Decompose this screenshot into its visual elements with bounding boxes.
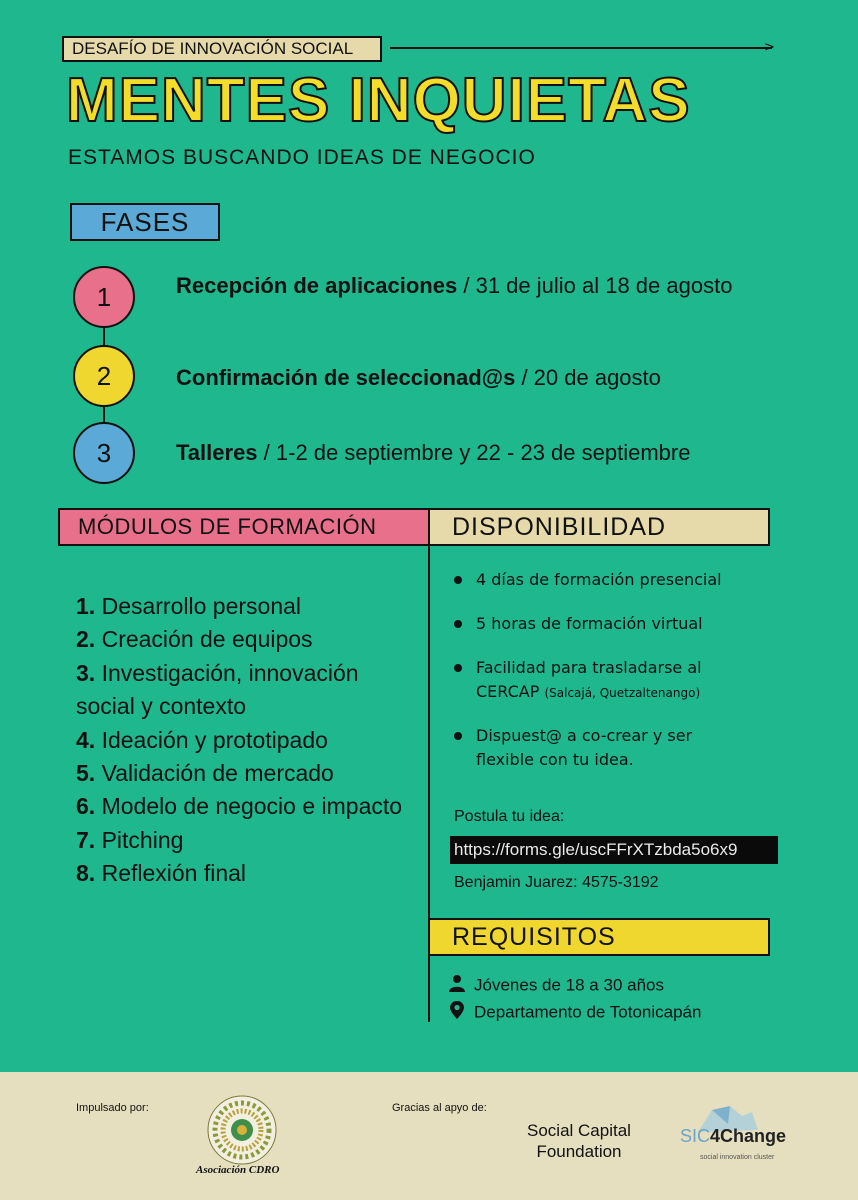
requirements-heading: REQUISITOS	[428, 918, 770, 956]
module-item	[76, 724, 406, 757]
phases-heading: FASES	[70, 203, 220, 241]
module-number: 5.	[76, 760, 96, 787]
module-item	[76, 590, 406, 623]
contact-info: Benjamin Juarez: 4575-3192	[454, 874, 659, 891]
cdro-logo-icon	[206, 1094, 278, 1166]
availability-note: (Salcajá, Quetzaltenango)	[544, 686, 701, 700]
phase-1-date: 31 de julio al 18 de agosto	[475, 273, 733, 298]
scf-line-1: Social Capital	[527, 1121, 631, 1140]
phase-3-name: Talleres	[176, 440, 258, 465]
modules-heading: MÓDULOS DE FORMACIÓN	[58, 508, 430, 546]
module-number: 2.	[76, 626, 96, 653]
module-item	[76, 657, 406, 724]
availability-item-1	[454, 568, 814, 592]
phase-2-separator: /	[515, 365, 534, 390]
availability-item-2	[454, 612, 814, 636]
module-item	[76, 790, 406, 823]
module-text: Pitching	[101, 826, 184, 853]
availability-text: 4 días de formación presencial	[476, 570, 722, 589]
requirement-location	[448, 1000, 701, 1026]
phase-1	[176, 269, 756, 302]
phase-2-name: Confirmación de seleccionad@s	[176, 365, 516, 390]
phase-3-separator: /	[257, 440, 276, 465]
apply-label: Postula tu idea:	[454, 808, 565, 825]
module-item	[76, 623, 406, 656]
sic-part: SIC	[680, 1126, 711, 1146]
availability-heading: DISPONIBILIDAD	[428, 508, 770, 546]
phase-2-date: 20 de agosto	[533, 365, 661, 390]
phase-3-circle: 3	[73, 422, 135, 484]
phase-1-name: Recepción de aplicaciones	[176, 273, 458, 298]
requirement-age	[448, 974, 664, 998]
module-text: Creación de equipos	[101, 626, 313, 653]
module-item	[76, 757, 406, 790]
module-text: Reflexión final	[101, 860, 247, 887]
phase-1-circle: 1	[73, 266, 135, 328]
change-part: 4Change	[710, 1126, 787, 1146]
module-text: Modelo de negocio e impacto	[101, 793, 403, 820]
module-text: Ideación y prototipado	[101, 726, 328, 753]
module-item	[76, 824, 406, 857]
module-number: 6.	[76, 793, 96, 820]
application-form-link[interactable]: https://forms.gle/uscFFrXTzbda5o6x9	[450, 836, 778, 864]
module-number: 4.	[76, 726, 96, 753]
poster-subtitle: ESTAMOS BUSCANDO IDEAS DE NEGOCIO	[68, 146, 536, 169]
challenge-tag: DESAFÍO DE INNOVACIÓN SOCIAL	[62, 36, 382, 62]
sponsor-label: Impulsado por:	[76, 1102, 149, 1114]
arrow-right-icon: >	[764, 40, 775, 55]
availability-text: Dispuest@ a co-crear y ser flexible con tu idea.	[476, 726, 693, 769]
cdro-name: Asociación CDRO	[196, 1164, 280, 1176]
requirement-text: Departamento de Totonicapán	[474, 1002, 702, 1022]
scf-line-2: Foundation	[536, 1142, 622, 1161]
module-text: Investigación, innovación social y contexto	[76, 659, 359, 720]
phase-3	[176, 436, 690, 469]
module-text: Desarrollo personal	[101, 593, 302, 619]
module-number: 8.	[76, 860, 96, 887]
phase-2	[176, 361, 661, 394]
thanks-label: Gracias al apyo de:	[392, 1102, 487, 1114]
poster-title: MENTES INQUIETAS	[66, 66, 691, 135]
modules-list	[76, 590, 406, 891]
header-arrow-line	[390, 47, 772, 49]
module-number: 3.	[76, 659, 96, 686]
module-number: 7.	[76, 826, 96, 853]
requirement-text: Jóvenes de 18 a 30 años	[474, 975, 664, 995]
availability-text: Facilidad para trasladarse al CERCAP	[476, 658, 702, 701]
availability-item-4	[454, 724, 754, 772]
module-text: Validación de mercado	[101, 760, 334, 787]
location-pin-icon	[448, 1000, 466, 1026]
module-number: 1.	[76, 593, 96, 619]
availability-text: 5 horas de formación virtual	[476, 614, 703, 633]
social-capital-foundation-logo	[527, 1120, 631, 1162]
person-icon	[448, 974, 466, 998]
module-item	[76, 857, 406, 890]
phase-2-circle: 2	[73, 345, 135, 407]
sic4change-subtitle: social innovation cluster	[700, 1154, 775, 1161]
sic4change-wordmark	[680, 1126, 786, 1147]
phase-1-separator: /	[457, 273, 476, 298]
availability-item-3	[454, 656, 754, 705]
phase-3-date: 1-2 de septiembre y 22 - 23 de septiembre	[275, 440, 691, 465]
